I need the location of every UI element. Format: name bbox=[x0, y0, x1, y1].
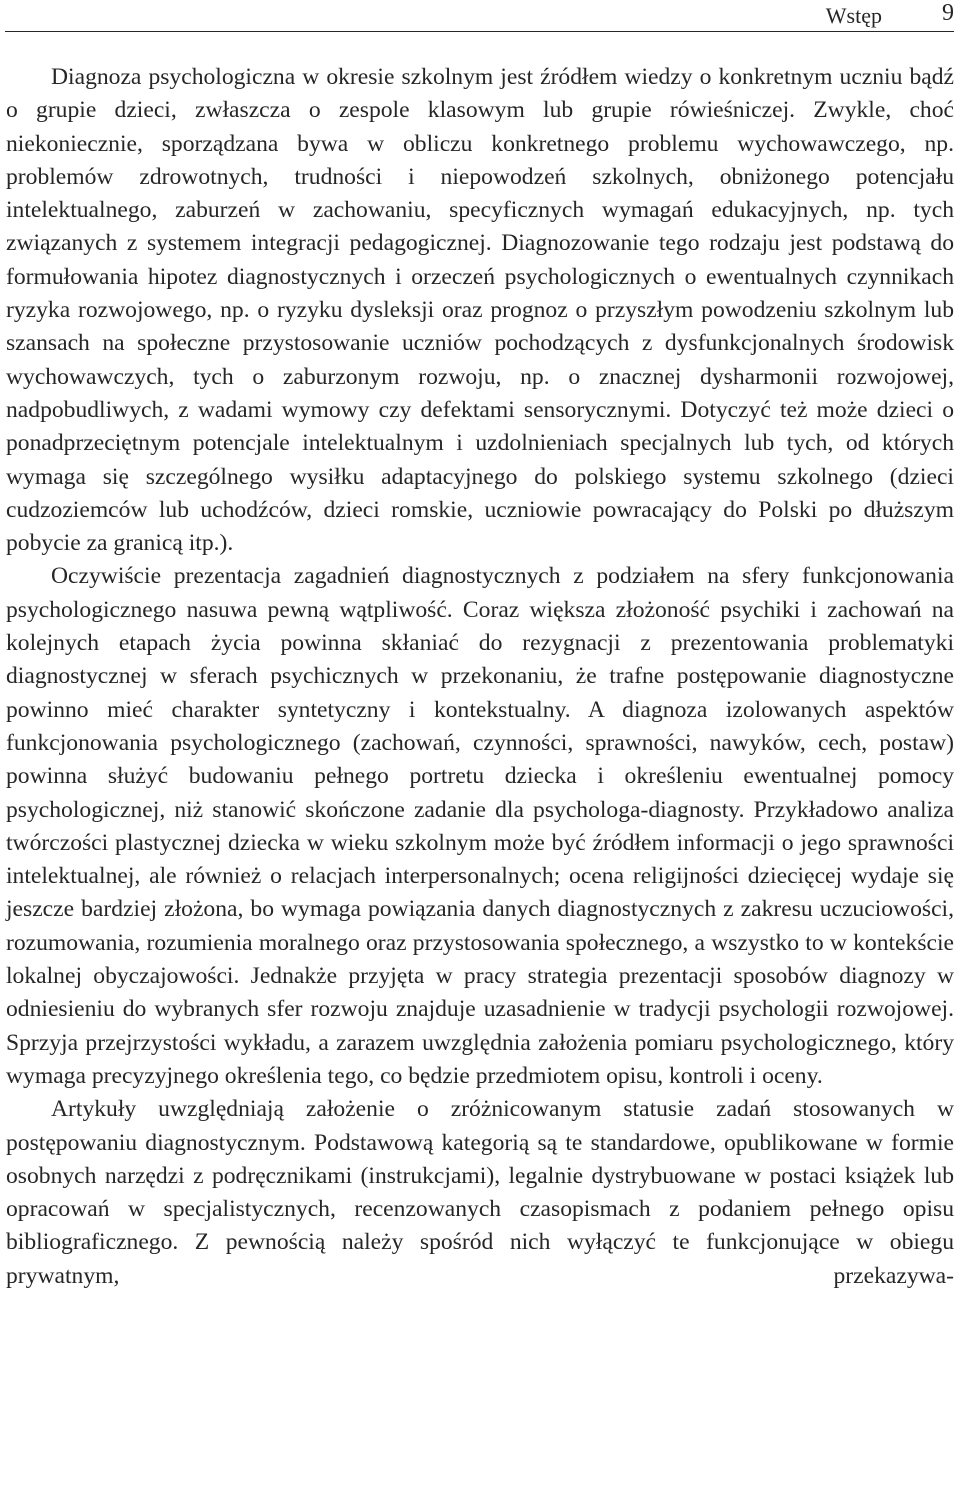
paragraph-3: Artykuły uwzględniają założenie o zróżnicowanym statusie zadań stosowanych w postępowaniu diagnostycznym. Podstawową kategorią są te standardowe, opublikowane w formie osobnych narzędzi z podręcznikami (instrukcjami), legalnie dystrybuowane w postaci książek lub opracowań w specjalistycznych, recenzowanych czasopismach z podaniem pełnego opisu bibliograficznego. Z pewnością należy spośród nich wyłączyć te funkcjonujące w obiegu prywatnym, przekazywa- bbox=[6, 1096, 954, 1289]
paragraph-1: Diagnoza psychologiczna w okresie szkolnym jest źródłem wiedzy o konkretnym uczniu bądź o grupie dzieci, zwłaszcza o zespole klasowym lub grupie rówieśniczej. Zwykle, choć niekoniecznie, sporządzana bywa w obliczu konkretnego problemu wychowawczego, np. problemów zdrowotnych, trudności i niepowodzeń szkolnych, obniżonego potencjału intelektualnego, zaburzeń w zachowaniu, specyficznych wymagań edukacyjnych, np. tych związanych z systemem integracji pedagogicznej. Diagnozowanie tego rodzaju jest podstawą do formułowania hipotez diagnostycznych i orzeczeń psychologicznych o ewentualnych czynnikach ryzyka rozwojowego, np. o ryzyku dysleksji oraz prognoz o przyszłym powodzeniu szkolnym lub szansach na społeczne przystosowanie uczniów pochodzących z dysfunkcjonalnych środowisk wychowawczych, tych o zaburzonym rozwoju, np. o znacznej dysharmonii rozwojowej, nadpobudliwych, z wadami wymowy czy defektami sensorycznymi. Dotyczyć też może dzieci o ponadprzeciętnym potencjale intelektualnym i uzdolnieniach specjalnych lub tych, od których wymaga się szczególnego wysiłku adaptacyjnego do polskiego systemu szkolnego (dzieci cudzoziemców lub uchodźców, dzieci romskie, uczniowie powracający do Polski po dłuższym pobycie za granicą itp.). bbox=[6, 64, 954, 557]
running-head-title: Wstęp bbox=[825, 3, 882, 28]
body-text bbox=[6, 61, 954, 1293]
page-number: 9 bbox=[942, 0, 954, 26]
paragraph-2: Oczywiście prezentacja zagadnień diagnostycznych z podziałem na sfery funkcjonowania psychologicznego nasuwa pewną wątpliwość. Coraz większa złożoność psychiki i zachowań na kolejnych etapach życia powinna skłaniać do rezygnacji z prezentowania problematyki diagnostycznej w sferach psychicznych w przekonaniu, że trafne postępowanie diagnostyczne powinno mieć charakter syntetyczny i kontekstualny. A diagnoza izolowanych aspektów funkcjonowania psychologicznego (zachowań, czynności, sprawności, nawyków, cech, postaw) powinna służyć budowaniu pełnego portretu dziecka i określeniu ewentualnej pomocy psychologicznej, niż stanowić skończone zadanie dla psychologa-diagnosty. Przykładowo analiza twórczości plastycznej dziecka w wieku szkolnym może być źródłem informacji o jego sprawności intelektualnej, ale również o relacjach interpersonalnych; ocena religijności dziecięcej wydaje się jeszcze bardziej złożona, bo wymaga powiązania danych diagnostycznych z zakresu uczuciowości, rozumowania, rozumienia moralnego oraz przystosowania społecznego, a wszystko to w kontekście lokalnej obyczajowości. Jednakże przyjęta w pracy strategia prezentacji sposobów diagnozy w odniesieniu do wybranych sfer rozwoju znajduje uzasadnienie w tradycji psychologii rozwojowej. Sprzyja przejrzystości wykładu, a zarazem uwzględnia założenia pomiaru psychologicznego, który wymaga precyzyjnego określenia tego, co będzie przedmiotem opisu, kontroli i oceny. bbox=[6, 563, 954, 1089]
running-header bbox=[5, 0, 954, 32]
